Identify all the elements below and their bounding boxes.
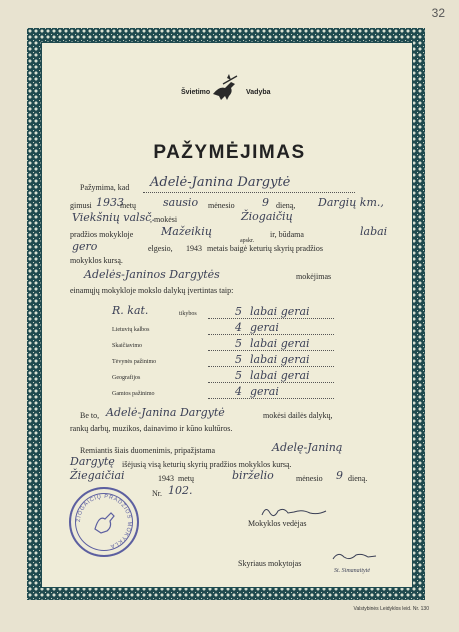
publisher-footer: Valstybinės Leidyklos leid. Nr. 130 [353, 606, 429, 612]
grad-year: 1943 [186, 244, 202, 253]
conduct-b: gero [72, 240, 98, 253]
grade-underline [208, 318, 334, 319]
grade-subject-written: R. kat. [112, 304, 149, 317]
ministry-label-right: Vadyba [246, 89, 271, 96]
birth-village: Dargių km., [318, 196, 384, 209]
label-month: mėnesio [208, 201, 235, 210]
inspector-name: St. Simanaitytė [334, 568, 370, 574]
grade-score: 4 [235, 321, 242, 334]
conduct-a: labai [360, 225, 388, 238]
school-type-note: apskr. [240, 238, 255, 244]
grade-underline [208, 350, 334, 351]
student-name: Adelė-Janina Dargytė [150, 175, 291, 190]
label-born: gimusi [70, 201, 92, 210]
label-evaluated: einamųjų mokykloje mokslo dalykų įvertintas taip: [70, 286, 234, 295]
label-also: Be to, [80, 411, 100, 420]
label-issue-month: mėnesio [296, 474, 323, 483]
seal-text: ŽIOGAIČIŲ PRADŽIOS MOKYKLA [75, 493, 133, 550]
inspector-signature-icon [330, 549, 380, 565]
grade-score: 5 [235, 369, 242, 382]
name-accusative-last: Dargytę [70, 455, 115, 468]
birth-parish: Viekšnių valsč. [72, 211, 155, 224]
grade-word: labai gerai [250, 337, 310, 350]
label-knows: mokėsi dailės dalykų, [263, 411, 333, 420]
grade-underline [208, 398, 334, 399]
grade-word: gerai [250, 385, 279, 398]
grade-subject: Gamtos pažinimo [112, 391, 155, 397]
document-title: PAŽYMĖJIMAS [153, 142, 306, 163]
label-studied: , mokėsi [150, 215, 178, 224]
certificate-number: 102. [168, 484, 193, 497]
school-type: Mažeikių [161, 225, 212, 238]
label-issue-year: metų [178, 474, 194, 483]
label-year: metų [120, 201, 136, 210]
head-signature-label: Mokyklos vedėjas [248, 519, 307, 528]
grade-underline [208, 382, 334, 383]
label-based: Remiantis šiais duomenimis, pripažįstama [80, 446, 216, 455]
grade-word: labai gerai [250, 353, 310, 366]
grade-subject: Lietuvių kalbos [112, 327, 150, 333]
name-underline [143, 192, 355, 193]
grade-word: labai gerai [250, 305, 310, 318]
birth-day: 9 [262, 196, 269, 209]
grade-underline [208, 366, 334, 367]
grade-subject: Geografijos [112, 375, 141, 381]
grade-word: gerai [250, 321, 279, 334]
grade-underline [208, 334, 334, 335]
issue-day: 9 [336, 469, 343, 482]
seal-emblem-icon [71, 489, 137, 555]
vytis-crest-icon [209, 72, 241, 102]
grade-score: 5 [235, 305, 242, 318]
label-finished: metais baigė keturių skyrių pradžios [207, 244, 323, 253]
issue-month: birželio [232, 469, 274, 482]
birth-month: sausio [163, 196, 199, 209]
name-accusative-first: Adelę-Janiną [272, 441, 343, 454]
label-being: ir, būdama [270, 230, 304, 239]
label-issue-day: dieną. [348, 474, 368, 483]
label-school: pradžios mokykloje [70, 230, 134, 239]
grade-subject: Tėvynės pažinimo [112, 359, 157, 365]
grade-score: 5 [235, 353, 242, 366]
grade-subject: Skaičiavimo [112, 343, 142, 349]
student-name-extra: Adelė-Janina Dargytė [106, 406, 225, 419]
issue-place: Žiegaičiai [70, 469, 125, 482]
school-seal [69, 487, 139, 557]
label-course: mokyklos kursą. [70, 256, 123, 265]
page-number: 32 [431, 6, 445, 20]
svg-text:ŽIOGAIČIŲ PRADŽIOS MOKYKLA [74, 494, 132, 549]
student-name-genitive: Adelės-Janinos Dargytės [84, 268, 220, 281]
label-number: Nr. [152, 489, 162, 498]
label-subjects: rankų darbų, muzikos, dainavimo ir kūno kultūros. [70, 424, 233, 433]
ministry-label-left: Švietimo [181, 89, 211, 96]
issue-year: 1943 [158, 474, 174, 483]
grade-word: labai gerai [250, 369, 310, 382]
label-conclusion-finished: išėjusią visą keturių skyrių pradžios mokyklos kursą. [122, 460, 292, 469]
grade-score: 5 [235, 337, 242, 350]
birth-year: 1933 [96, 196, 124, 209]
label-certified: Pažymima, kad [80, 183, 130, 192]
label-conduct: elgesio, [148, 244, 173, 253]
label-day: dieną, [276, 201, 296, 210]
label-knowledge: mokėjimas [296, 272, 332, 281]
school-place: Žiogaičių [241, 210, 293, 223]
grade-subject: tikybos [179, 311, 197, 317]
grade-score: 4 [235, 385, 242, 398]
inspector-label: Skyriaus mokytojas [238, 559, 302, 568]
